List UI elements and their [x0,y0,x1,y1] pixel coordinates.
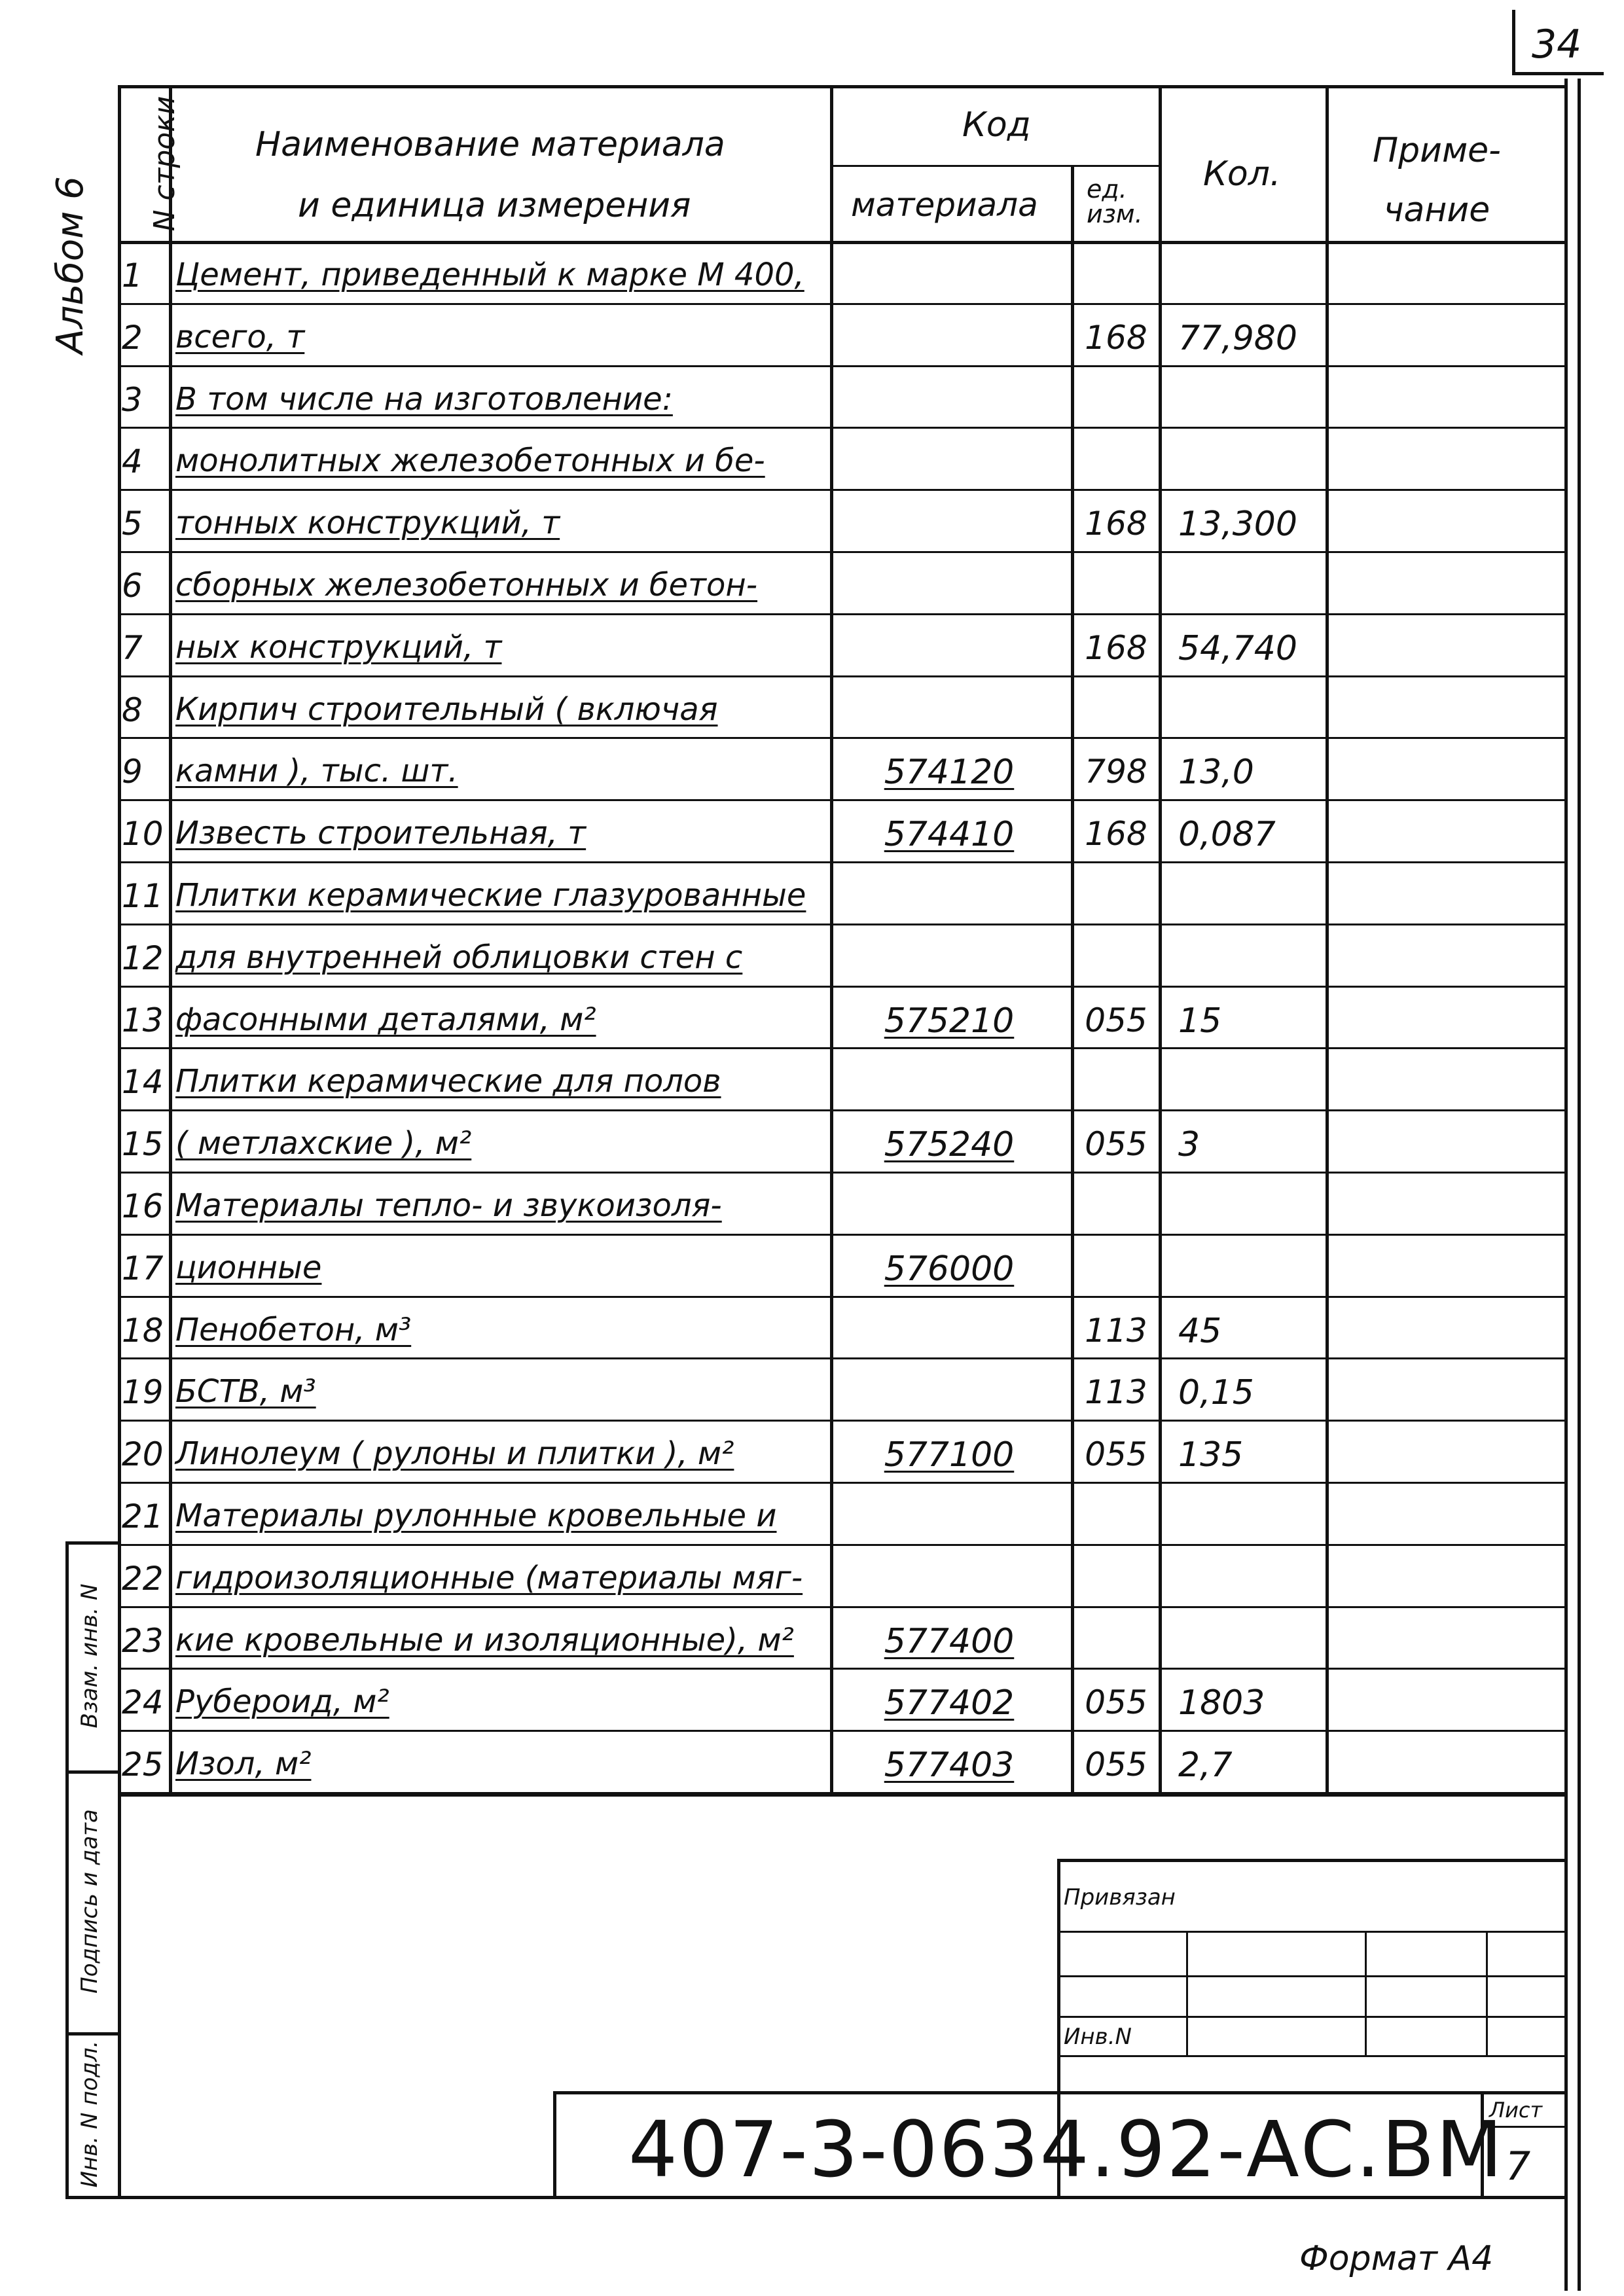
col-divider-unit [1159,85,1162,1795]
row-name: Пенобетон, м³ [175,1312,412,1348]
row-quantity: 135 [1178,1435,1244,1475]
sheet-label: Лист [1489,2098,1543,2123]
row-quantity: 3 [1178,1125,1200,1164]
row-name: кие кровельные и изоляционные), м² [175,1622,794,1659]
stamp-col-2 [1365,1931,1367,2055]
row-name: монолитных железобетонных и бе- [175,442,765,479]
row-quantity: 0,087 [1178,815,1276,854]
row-quantity: 15 [1178,1001,1222,1041]
row-divider [118,986,1566,988]
row-divider [118,1047,1566,1049]
stamp-inv-label: Инв.N [1064,2024,1132,2050]
header-bottom-border [118,241,1566,244]
header-code-group: Код [962,105,1031,145]
row-name: ных конструкций, т [175,629,502,666]
row-material-code: 576000 [884,1249,1015,1289]
row-unit-code: 168 [1085,505,1147,543]
row-divider [118,489,1566,491]
row-quantity: 2,7 [1178,1746,1233,1785]
row-number: 3 [122,381,143,419]
row-name: Рубероид, м² [175,1683,389,1720]
row-name: Цемент, приведенный к марке М 400, [175,257,804,293]
side-label-signature-date: Подпись и дата [77,1809,103,1994]
stamp-line-3 [1057,2016,1566,2018]
row-divider [118,1668,1566,1670]
row-material-code: 574410 [884,815,1015,854]
row-material-code: 577403 [884,1746,1015,1785]
row-divider [118,613,1566,615]
row-name: Плитки керамические глазурованные [175,877,806,914]
header-name-line2: и единица измерения [298,186,691,225]
row-quantity: 13,0 [1178,753,1254,792]
table-left-border [118,85,121,2199]
row-number: 12 [122,939,164,977]
row-number: 8 [122,691,143,729]
row-divider [118,799,1566,801]
row-number: 4 [122,442,143,480]
header-code-unit: ед. изм. [1087,175,1143,228]
row-name: Материалы тепло- и звукоизоля- [175,1187,722,1224]
col-divider-qty [1326,85,1329,1795]
side-label-vzam-inv: Взам. инв. N [77,1583,103,1729]
row-name: Известь строительная, т [175,815,586,852]
row-number: 5 [122,505,143,543]
document-code: 407-3-0634.92-АС.ВМ [628,2104,1504,2195]
row-number: 18 [122,1312,164,1350]
row-number: 15 [122,1125,164,1163]
table-top-border [118,85,1566,88]
stamp-bound-label: Привязан [1064,1884,1176,1910]
row-number: 14 [122,1063,164,1101]
code-block-top-border [553,2091,1566,2094]
row-number: 20 [122,1435,164,1473]
row-number: 2 [122,319,143,357]
stamp-col-1 [1186,1931,1188,2055]
row-unit-code: 113 [1085,1373,1147,1411]
row-name: для внутренней облицовки стен с [175,939,743,976]
row-number: 19 [122,1373,164,1411]
row-divider [118,365,1566,367]
row-name: БСТВ, м³ [175,1373,316,1410]
col-divider-number [169,85,172,1795]
row-number: 1 [122,257,143,295]
header-quantity: Кол. [1203,154,1281,194]
row-divider [118,1792,1566,1794]
row-divider [118,1420,1566,1422]
row-material-code: 574120 [884,753,1015,792]
header-note: Приме- чание [1373,131,1501,230]
row-name: камни ), тыс. шт. [175,753,458,789]
row-name: всего, т [175,319,305,355]
row-number: 13 [122,1001,164,1039]
page-number-divider [1512,10,1515,75]
row-divider [118,551,1566,553]
right-border-inner [1564,79,1568,2291]
stamp-col-3 [1486,1931,1488,2055]
row-divider [118,1606,1566,1608]
page-number-underline [1512,72,1604,75]
row-material-code: 577400 [884,1622,1015,1661]
stamp-line-1 [1057,1931,1566,1933]
row-divider [118,861,1566,863]
row-divider [118,1234,1566,1236]
row-number: 7 [122,629,143,667]
stamp-top-border [1057,1859,1566,1862]
col-divider-code [1071,165,1074,1795]
row-name: ( метлахские ), м² [175,1125,472,1162]
row-name: Линолеум ( рулоны и плитки ), м² [175,1435,734,1472]
row-divider [118,1296,1566,1298]
row-unit-code: 055 [1085,1125,1147,1163]
page-bottom-border [65,2196,1566,2199]
row-name: В том числе на изготовление: [175,381,673,418]
row-divider [118,1730,1566,1732]
code-block-left-border [553,2091,556,2199]
row-divider [118,1544,1566,1546]
row-quantity: 77,980 [1178,319,1297,358]
row-quantity: 0,15 [1178,1373,1254,1412]
row-name: Кирпич строительный ( включая [175,691,718,728]
row-unit-code: 113 [1085,1312,1147,1350]
row-name: ционные [175,1249,322,1286]
row-number: 11 [122,877,164,915]
row-quantity: 54,740 [1178,629,1297,668]
row-material-code: 577402 [884,1683,1015,1723]
row-name: Плитки керамические для полов [175,1063,721,1100]
row-name: гидроизоляционные (материалы мяг- [175,1560,803,1596]
side-strip-top [65,1541,121,1545]
row-unit-code: 168 [1085,815,1147,853]
album-label: Альбом 6 [49,176,92,354]
row-material-code: 575210 [884,1001,1015,1041]
right-border-outer [1578,79,1581,2291]
stamp-line-2 [1057,1975,1566,1977]
row-divider [118,924,1566,925]
code-group-divider [831,165,1159,167]
row-divider [118,737,1566,739]
row-number: 6 [122,567,143,605]
row-number: 24 [122,1683,164,1721]
row-number: 21 [122,1498,164,1535]
col-divider-name [830,85,833,1795]
row-number: 9 [122,753,143,791]
row-divider [118,675,1566,677]
row-material-code: 575240 [884,1125,1015,1164]
row-number: 23 [122,1622,164,1660]
row-number: 22 [122,1560,164,1598]
page-number: 34 [1532,22,1582,67]
stamp-line-4 [1057,2055,1566,2057]
row-number: 25 [122,1746,164,1784]
side-label-inv-podl: Инв. N подл. [77,2040,103,2188]
row-name: фасонными деталями, м² [175,1001,596,1038]
row-number: 10 [122,815,164,853]
row-unit-code: 055 [1085,1683,1147,1721]
row-divider [118,1172,1566,1174]
row-unit-code: 798 [1085,753,1147,791]
header-name-line1: Наименование материала [255,125,725,164]
row-quantity: 13,300 [1178,505,1297,544]
row-divider [118,1482,1566,1484]
row-divider [118,427,1566,429]
side-strip-sep-1 [65,1770,121,1774]
row-divider [118,303,1566,305]
row-name: Изол, м² [175,1746,312,1782]
sheet-number: 7 [1506,2144,1531,2189]
row-unit-code: 168 [1085,319,1147,357]
row-unit-code: 055 [1085,1001,1147,1039]
header-code-material: материала [851,186,1038,224]
header-row-number: N строки [148,96,181,232]
format-label: Формат А4 [1299,2239,1494,2278]
row-divider [118,1109,1566,1111]
row-material-code: 577100 [884,1435,1015,1475]
side-strip-outer-border [65,1541,69,2199]
row-unit-code: 055 [1085,1746,1147,1784]
row-unit-code: 055 [1085,1435,1147,1473]
row-number: 17 [122,1249,164,1287]
row-quantity: 1803 [1178,1683,1265,1723]
row-name: Материалы рулонные кровельные и [175,1498,777,1534]
row-divider [118,1357,1566,1359]
row-number: 16 [122,1187,164,1225]
row-name: сборных железобетонных и бетон- [175,567,758,603]
row-quantity: 45 [1178,1312,1222,1351]
row-name: тонных конструкций, т [175,505,560,541]
row-unit-code: 168 [1085,629,1147,667]
